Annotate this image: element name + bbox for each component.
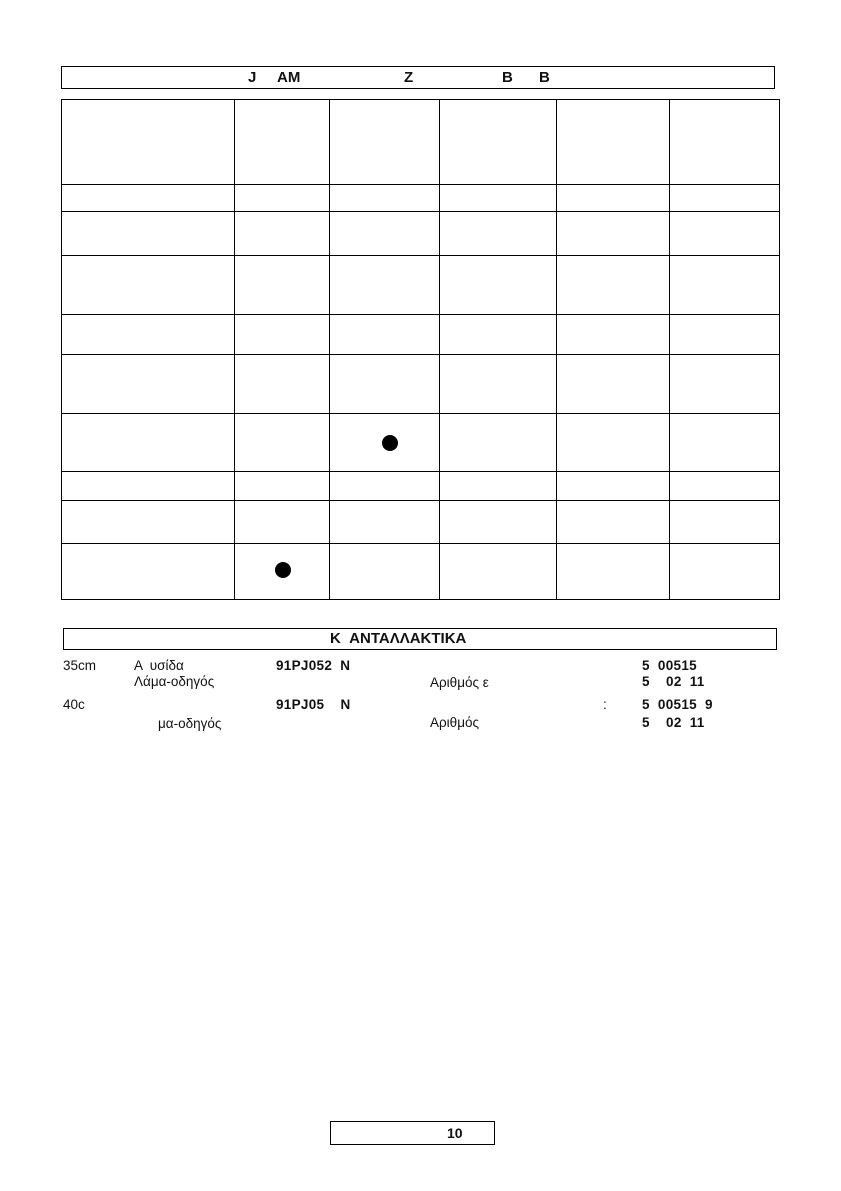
part-code: 91PJ05 N bbox=[276, 697, 351, 712]
table-cell bbox=[670, 414, 780, 472]
table-row bbox=[62, 315, 780, 355]
table-cell bbox=[557, 501, 670, 544]
part-size: 35cm bbox=[63, 658, 97, 673]
part-size: 40c bbox=[63, 697, 85, 712]
table-cell bbox=[670, 256, 780, 315]
table-cell bbox=[235, 212, 330, 256]
header-bar bbox=[61, 66, 775, 89]
table-cell bbox=[440, 414, 557, 472]
table-cell bbox=[235, 185, 330, 212]
table-cell bbox=[670, 472, 780, 501]
header-segment-5: B bbox=[539, 69, 550, 86]
table-cell bbox=[235, 472, 330, 501]
table-cell bbox=[235, 355, 330, 414]
part-number: 5 02 11 bbox=[642, 715, 705, 730]
table-cell bbox=[440, 100, 557, 185]
filled-circle-icon bbox=[382, 435, 398, 451]
part-colon: : bbox=[603, 697, 607, 712]
table-row bbox=[62, 212, 780, 256]
page-number: 10 bbox=[447, 1125, 463, 1141]
table-cell bbox=[557, 355, 670, 414]
table-cell bbox=[330, 544, 440, 600]
table-cell bbox=[62, 315, 235, 355]
table-row bbox=[62, 185, 780, 212]
part-label: Αριθμός bbox=[430, 715, 479, 730]
page-number-box bbox=[330, 1121, 495, 1145]
header-segment-4: B bbox=[502, 69, 513, 86]
table-cell bbox=[670, 544, 780, 600]
header-segment-2: AM bbox=[277, 69, 301, 86]
part-number: 5 00515 bbox=[642, 658, 697, 673]
table-cell bbox=[440, 472, 557, 501]
table-cell bbox=[62, 355, 235, 414]
part-label: Αριθμός ε bbox=[430, 675, 489, 690]
part-number: 5 02 11 bbox=[642, 674, 705, 689]
table-cell bbox=[557, 544, 670, 600]
table-cell bbox=[235, 256, 330, 315]
maintenance-table bbox=[61, 99, 780, 600]
table-cell bbox=[62, 256, 235, 315]
table-cell bbox=[440, 212, 557, 256]
part-item: Α υσίδα bbox=[134, 658, 184, 673]
part-item: Λάμα-οδηγός bbox=[134, 674, 215, 689]
table-cell bbox=[557, 414, 670, 472]
table-row bbox=[62, 355, 780, 414]
table-cell bbox=[330, 100, 440, 185]
table-cell bbox=[557, 100, 670, 185]
table-cell bbox=[235, 414, 330, 472]
table-cell bbox=[330, 256, 440, 315]
table-cell bbox=[330, 185, 440, 212]
table-row bbox=[62, 501, 780, 544]
table-cell bbox=[440, 544, 557, 600]
table-cell bbox=[440, 355, 557, 414]
spare-parts-title-bar bbox=[63, 628, 777, 650]
table-cell bbox=[62, 185, 235, 212]
header-segment-3: Z bbox=[404, 69, 414, 86]
spare-parts-title: K ΑΝΤΑΛΛΑΚΤΙΚΑ bbox=[330, 630, 467, 647]
table-cell bbox=[670, 185, 780, 212]
table-cell bbox=[62, 100, 235, 185]
table-cell bbox=[670, 355, 780, 414]
table-header-row bbox=[62, 100, 780, 185]
table-cell bbox=[670, 501, 780, 544]
table-cell bbox=[557, 256, 670, 315]
table-cell bbox=[330, 212, 440, 256]
table-cell bbox=[440, 501, 557, 544]
header-segment-1: J bbox=[248, 69, 257, 86]
table-cell bbox=[62, 544, 235, 600]
table-row bbox=[62, 414, 780, 472]
table-cell bbox=[330, 472, 440, 501]
table-cell bbox=[235, 544, 330, 600]
table-cell bbox=[62, 212, 235, 256]
table-cell bbox=[62, 414, 235, 472]
table-cell bbox=[440, 185, 557, 212]
table-cell bbox=[62, 472, 235, 501]
table-cell bbox=[330, 355, 440, 414]
table-cell bbox=[557, 185, 670, 212]
table-cell bbox=[440, 315, 557, 355]
table-cell bbox=[557, 315, 670, 355]
table-cell bbox=[670, 100, 780, 185]
table-row bbox=[62, 472, 780, 501]
table-cell bbox=[670, 315, 780, 355]
table-cell bbox=[440, 256, 557, 315]
table-cell bbox=[330, 501, 440, 544]
part-number: 5 00515 9 bbox=[642, 697, 713, 712]
table-cell bbox=[235, 315, 330, 355]
filled-circle-icon bbox=[275, 562, 291, 578]
table-row bbox=[62, 256, 780, 315]
table-cell bbox=[330, 315, 440, 355]
part-item: μα-οδηγός bbox=[158, 716, 222, 731]
table-cell bbox=[670, 212, 780, 256]
table-row bbox=[62, 544, 780, 600]
table-cell bbox=[557, 212, 670, 256]
table-cell bbox=[235, 100, 330, 185]
table-cell bbox=[62, 501, 235, 544]
table-cell bbox=[557, 472, 670, 501]
part-code: 91PJ052 N bbox=[276, 658, 351, 673]
table-cell bbox=[235, 501, 330, 544]
table-cell bbox=[330, 414, 440, 472]
